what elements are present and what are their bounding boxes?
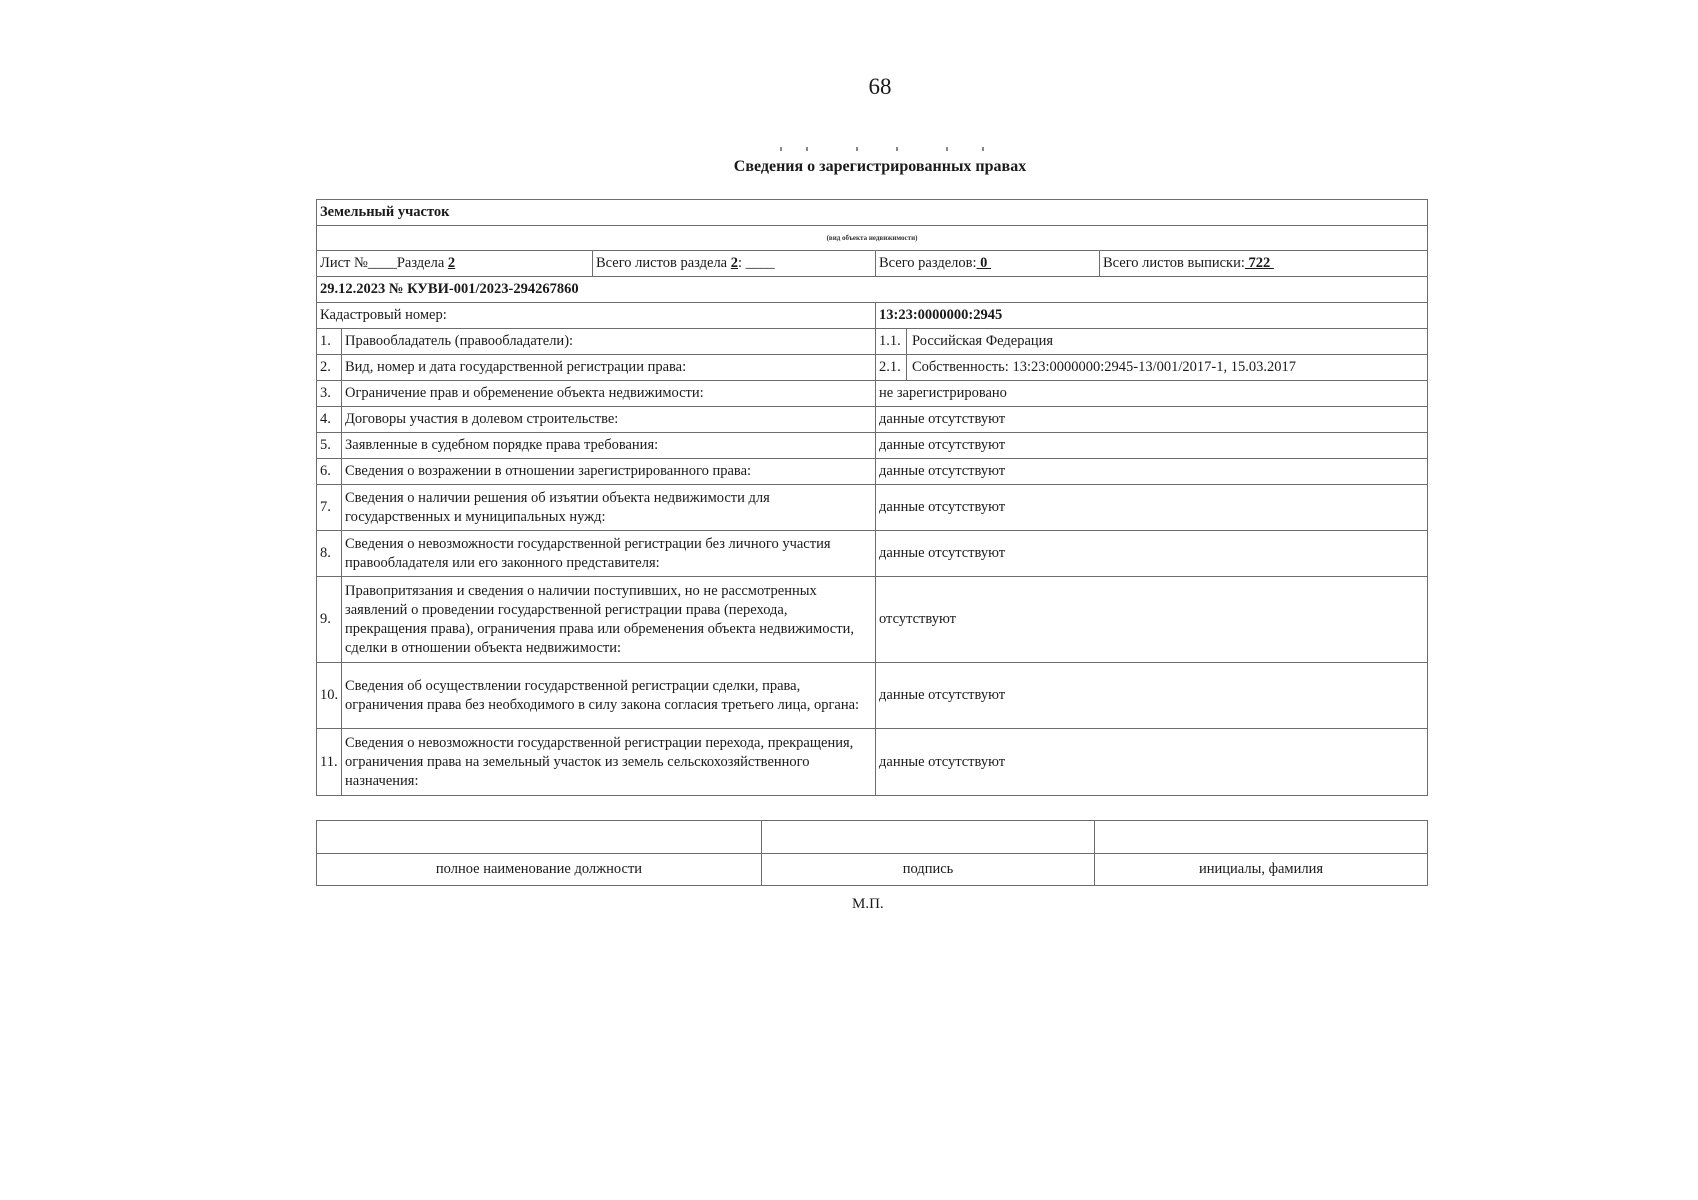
table-row (317, 381, 1428, 407)
row-value-cell (876, 355, 1428, 381)
table-row (317, 433, 1428, 459)
sheet-info-row (317, 251, 1428, 277)
row-value: данные отсутствуют (879, 753, 1006, 770)
doc-ref-row (317, 277, 1428, 303)
row-value: Российская Федерация (912, 333, 1054, 349)
row-value-cell (876, 729, 1428, 796)
section-number: 2 (447, 255, 456, 271)
row-number: 8. (317, 531, 342, 577)
rights-rows (317, 329, 1428, 796)
row-label: Договоры участия в долевом строительстве: (342, 407, 876, 433)
object-type-caption-row (317, 226, 1428, 251)
total-sheets-suffix: : ____ (738, 255, 775, 271)
row-value: данные отсутствуют (879, 463, 1006, 479)
row-value-cell (876, 381, 1428, 407)
cadastral-value: 13:23:0000000:2945 (876, 303, 1428, 329)
cadastral-label: Кадастровый номер: (317, 303, 876, 329)
row-value-cell (876, 459, 1428, 485)
row-label: Вид, номер и дата государственной регистрации права: (342, 355, 876, 381)
position-field (317, 821, 762, 854)
page-number: 68 (868, 74, 892, 99)
row-value-cell (876, 407, 1428, 433)
row-value-cell (876, 329, 1428, 355)
sheet-number-label: Лист №____Раздела (320, 255, 448, 271)
table-row (317, 663, 1428, 729)
row-value-cell (876, 577, 1428, 663)
row-value: данные отсутствуют (879, 545, 1006, 561)
row-label: Сведения об осуществлении государственной регистрации сделки, права, ограничения права без необходимого в силу закона согласия третьего лица, органа: (342, 663, 876, 729)
total-sections-value: 0 (976, 255, 992, 271)
row-label: Сведения о наличии решения об изъятии объекта недвижимости для государственных и муниципальных нужд: (342, 485, 876, 531)
row-number: 9. (317, 577, 342, 663)
row-number: 2. (317, 355, 342, 381)
row-label: Сведения о невозможности государственной регистрации без личного участия правообладателя или его законного представителя: (342, 531, 876, 577)
table-row (317, 729, 1428, 796)
name-field (1095, 821, 1428, 854)
cadastral-row (317, 303, 1428, 329)
document-reference: 29.12.2023 № КУВИ-001/2023-294267860 (317, 277, 1428, 303)
table-row (317, 355, 1428, 381)
row-label: Сведения о невозможности государственной регистрации перехода, прекращения, ограничения права на земельный участок из земель сельскохозяйственного назначения: (342, 729, 876, 796)
table-row (317, 329, 1428, 355)
stamp-place: М.П. (852, 896, 884, 912)
document-title: Сведения о зарегистрированных правах (733, 158, 1027, 175)
table-row (317, 407, 1428, 433)
total-extract-cell (1100, 251, 1428, 277)
object-type: Земельный участок (317, 200, 1428, 226)
row-label: Правопритязания и сведения о наличии поступивших, но не рассмотренных заявлений о проведении государственной регистрации права (перехода, прекращения права), ограничения права или обременения объекта недвижимости, сделки в отношении объекта недвижимости: (342, 577, 876, 663)
position-label: полное наименование должности (317, 854, 762, 886)
row-value: отсутствуют (879, 611, 956, 627)
row-number: 4. (317, 407, 342, 433)
total-sheets-value: 2 (730, 255, 738, 271)
row-value: Собственность: 13:23:0000000:2945-13/001/2017-1, 15.03.2017 (912, 359, 1296, 375)
signature-labels-row (317, 854, 1428, 886)
table-row (317, 531, 1428, 577)
total-extract-label: Всего листов выписки: (1103, 255, 1245, 271)
row-sub-number: 1.1. (876, 329, 907, 354)
row-value-cell (876, 433, 1428, 459)
row-label: Заявленные в судебном порядке права требования: (342, 433, 876, 459)
row-number: 6. (317, 459, 342, 485)
row-number: 7. (317, 485, 342, 531)
total-sections-cell (876, 251, 1100, 277)
row-number: 5. (317, 433, 342, 459)
row-value-cell (876, 663, 1428, 729)
total-sheets-label: Всего листов раздела (596, 255, 731, 271)
row-number: 1. (317, 329, 342, 355)
row-value: данные отсутствуют (879, 411, 1006, 427)
name-label: инициалы, фамилия (1095, 854, 1428, 886)
row-number: 3. (317, 381, 342, 407)
total-sections-label: Всего разделов: (879, 255, 977, 271)
table-row (317, 459, 1428, 485)
signature-blank-row (317, 821, 1428, 854)
table-row (317, 577, 1428, 663)
title-ticks-decoration (760, 147, 1010, 151)
rights-table (316, 199, 1428, 796)
row-label: Сведения о возражении в отношении зарегистрированного права: (342, 459, 876, 485)
row-value-cell (876, 531, 1428, 577)
row-number: 11. (317, 729, 342, 796)
signature-field (762, 821, 1095, 854)
table-row (317, 485, 1428, 531)
row-value: данные отсутствуют (879, 687, 1006, 703)
total-extract-value: 722 (1244, 255, 1274, 271)
signature-label: подпись (762, 854, 1095, 886)
row-number: 10. (317, 663, 342, 729)
signature-table (316, 820, 1428, 886)
row-value: данные отсутствуют (879, 437, 1006, 453)
row-value: данные отсутствуют (879, 499, 1006, 515)
object-type-caption: (вид объекта недвижимости) (317, 226, 1428, 251)
row-sub-number: 2.1. (876, 355, 907, 380)
row-label: Ограничение прав и обременение объекта недвижимости: (342, 381, 876, 407)
total-sheets-cell (593, 251, 876, 277)
row-label: Правообладатель (правообладатели): (342, 329, 876, 355)
object-type-row (317, 200, 1428, 226)
sheet-number-cell (317, 251, 593, 277)
row-value-cell (876, 485, 1428, 531)
row-value: не зарегистрировано (879, 385, 1007, 401)
